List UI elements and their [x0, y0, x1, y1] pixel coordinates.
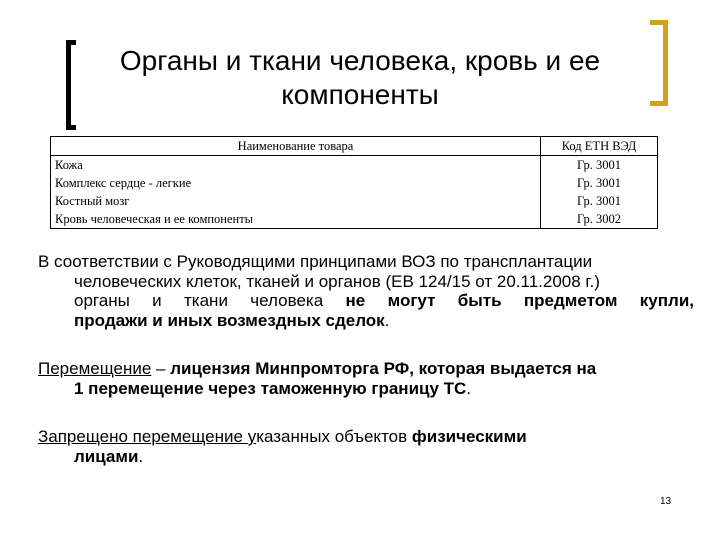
- para1-line4: [38, 311, 694, 331]
- prohibition-paragraph: [38, 427, 694, 466]
- para1-line3-bold: не могут быть предметом купли,: [345, 291, 694, 310]
- para3-bold1: физическими: [411, 427, 527, 446]
- cell-name: Костный мозг: [51, 192, 541, 210]
- who-principles-paragraph: [38, 252, 694, 330]
- header-tn-ved-code: Код ЕТН ВЭД: [541, 137, 658, 156]
- para3-line1: [38, 427, 694, 447]
- title-bracket-left: [66, 40, 76, 130]
- para2-bold2: 1 перемещение через таможенную границу ТС: [74, 378, 467, 398]
- para1-line4-end: .: [384, 310, 390, 330]
- transfer-term: Перемещение: [38, 359, 152, 378]
- para2-dash: –: [151, 359, 171, 378]
- transfer-paragraph: [38, 359, 694, 398]
- para3-bold2: лицами: [74, 446, 139, 466]
- table-row: [51, 210, 658, 229]
- cell-code: Гр. 3001: [541, 156, 658, 175]
- title-line-2: компоненты: [281, 79, 439, 110]
- para1-line2: человеческих клеток, тканей и органов (ЕВ 124/15 от 20.11.2008 г.): [74, 271, 600, 291]
- cell-name: Кожа: [51, 156, 541, 175]
- cell-code: Гр. 3001: [541, 174, 658, 192]
- page-title: [80, 44, 640, 112]
- para3-u-part: у: [247, 427, 257, 446]
- table-header-row: [51, 137, 658, 156]
- page-number: 13: [660, 496, 672, 507]
- para3-end: .: [138, 446, 144, 466]
- table-row: [51, 156, 658, 175]
- para2-line1: [38, 359, 694, 379]
- cell-code: Гр. 3002: [541, 210, 658, 229]
- table-row: [51, 192, 658, 210]
- table-row: [51, 174, 658, 192]
- para2-end: .: [466, 378, 472, 398]
- para2-bold1: лицензия Минпромторга РФ, которая выдается на: [170, 359, 597, 378]
- cell-name: Кровь человеческая и ее компоненты: [51, 210, 541, 229]
- para1-line1: В соответствии с Руководящими принципами ВОЗ по трансплантации: [38, 252, 593, 271]
- cell-name: Комплекс сердце - легкие: [51, 174, 541, 192]
- header-goods-name: Наименование товара: [51, 137, 541, 156]
- prohibition-term: Запрещено перемещение: [38, 427, 248, 446]
- goods-table: [50, 136, 658, 229]
- cell-code: Гр. 3001: [541, 192, 658, 210]
- para3-plain: казанных объектов: [256, 427, 412, 446]
- title-line-1: Органы и ткани человека, кровь и ее: [119, 45, 601, 76]
- title-bracket-right: [650, 20, 668, 106]
- para1-line4-bold: продажи и иных возмездных сделок: [74, 310, 385, 330]
- para1-line3: [38, 291, 694, 311]
- para2-line2: [38, 379, 694, 399]
- para3-line2: [38, 447, 694, 467]
- para1-line3-text: органы и ткани человека: [74, 291, 346, 310]
